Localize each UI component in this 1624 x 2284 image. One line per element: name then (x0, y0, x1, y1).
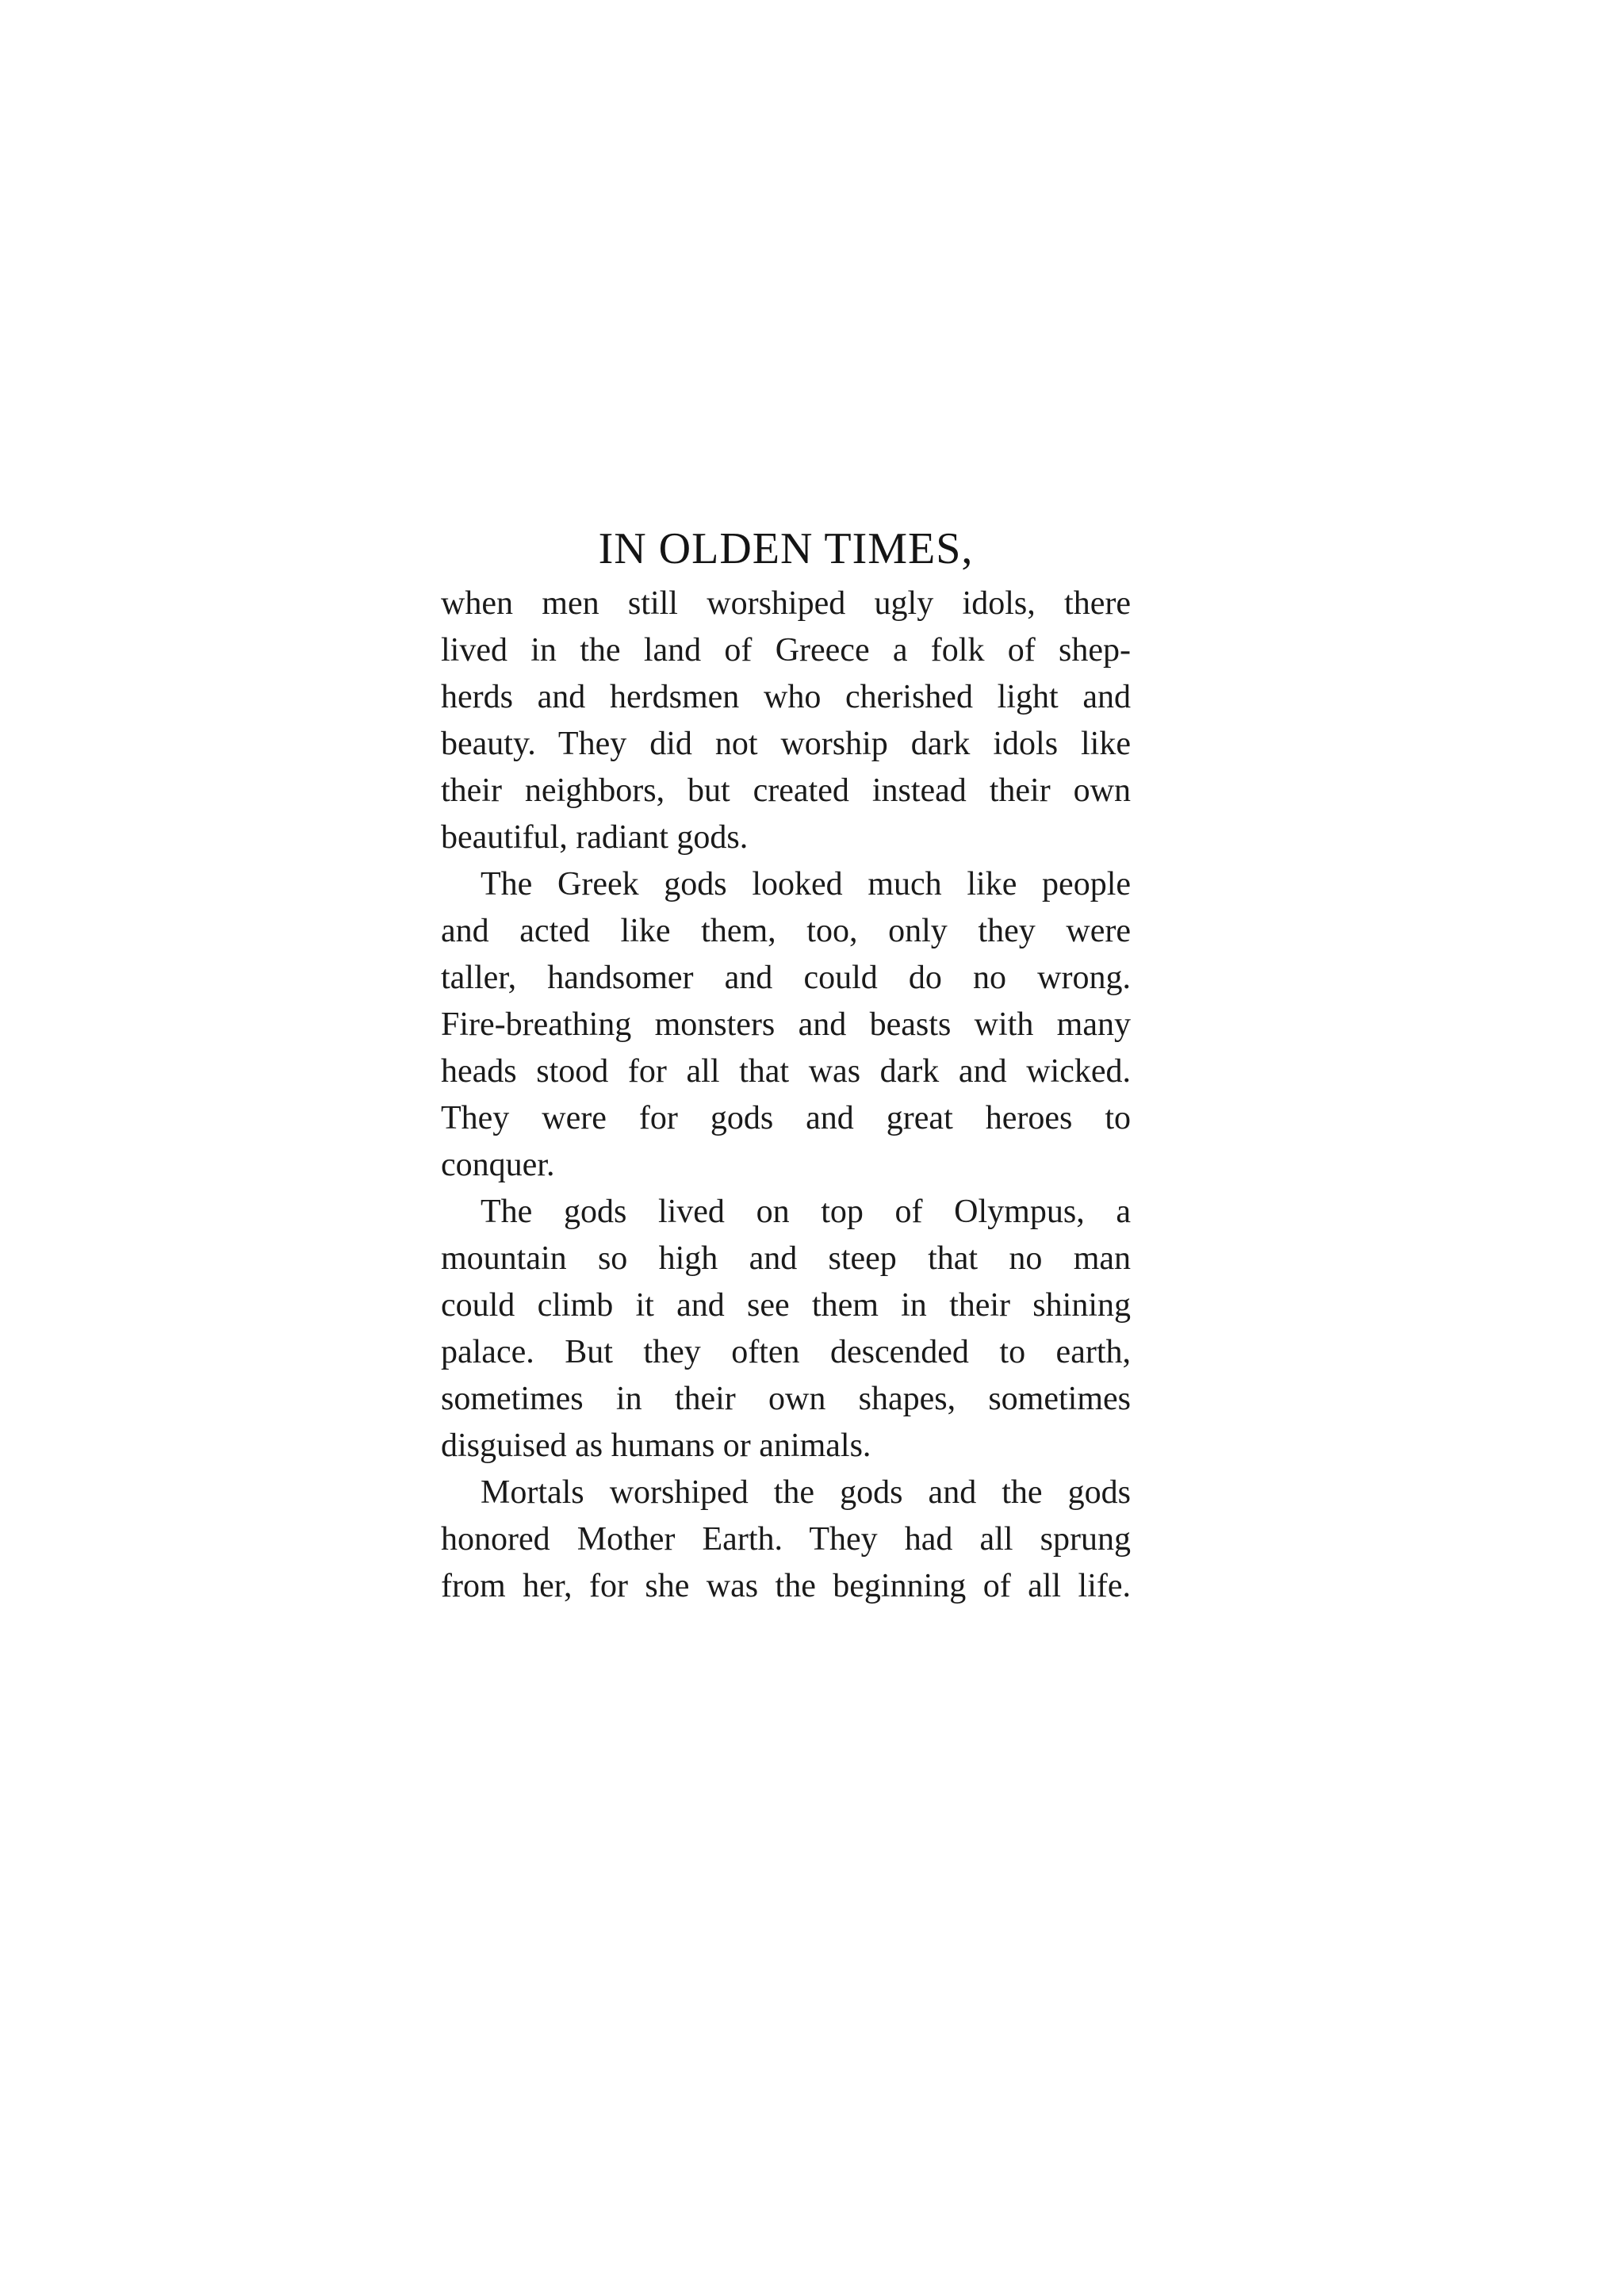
text-line: from her, for she was the beginning of all life. (441, 1568, 1131, 1604)
text-line: The gods lived on top of Olympus, a (481, 1194, 1131, 1230)
text-line: conquer. (441, 1147, 555, 1183)
paragraph-1 (441, 581, 1131, 861)
text-line: They were for gods and great heroes to (441, 1100, 1131, 1136)
text-line: honored Mother Earth. They had all sprung (441, 1521, 1131, 1558)
text-line: The Greek gods looked much like people (481, 866, 1131, 902)
text-line: could climb it and see them in their shining (441, 1287, 1131, 1324)
text-line: Fire-breathing monsters and beasts with many (441, 1006, 1131, 1043)
page-title: IN OLDEN TIMES, (598, 524, 974, 573)
text-line: palace. But they often descended to earth, (441, 1334, 1131, 1370)
text-line: Mortals worshiped the gods and the gods (481, 1474, 1131, 1511)
text-line: sometimes in their own shapes, sometimes (441, 1381, 1131, 1417)
text-line: taller, handsomer and could do no wrong. (441, 960, 1131, 996)
text-line: when men still worshiped ugly idols, there (441, 585, 1131, 622)
text-block (441, 517, 1131, 1610)
text-line: lived in the land of Greece a folk of shep- (441, 632, 1131, 669)
text-line: herds and herdsmen who cherished light and (441, 679, 1131, 715)
text-line: and acted like them, too, only they were (441, 913, 1131, 949)
paragraph-2 (441, 861, 1131, 1189)
paragraph-4 (441, 1470, 1131, 1610)
text-line: mountain so high and steep that no man (441, 1240, 1131, 1277)
text-line: beautiful, radiant gods. (441, 819, 749, 856)
text-line: heads stood for all that was dark and wicked. (441, 1053, 1131, 1090)
paragraph-3 (441, 1189, 1131, 1470)
text-line: beauty. They did not worship dark idols like (441, 726, 1131, 762)
text-line: their neighbors, but created instead their own (441, 772, 1131, 809)
text-line: disguised as humans or animals. (441, 1428, 871, 1464)
